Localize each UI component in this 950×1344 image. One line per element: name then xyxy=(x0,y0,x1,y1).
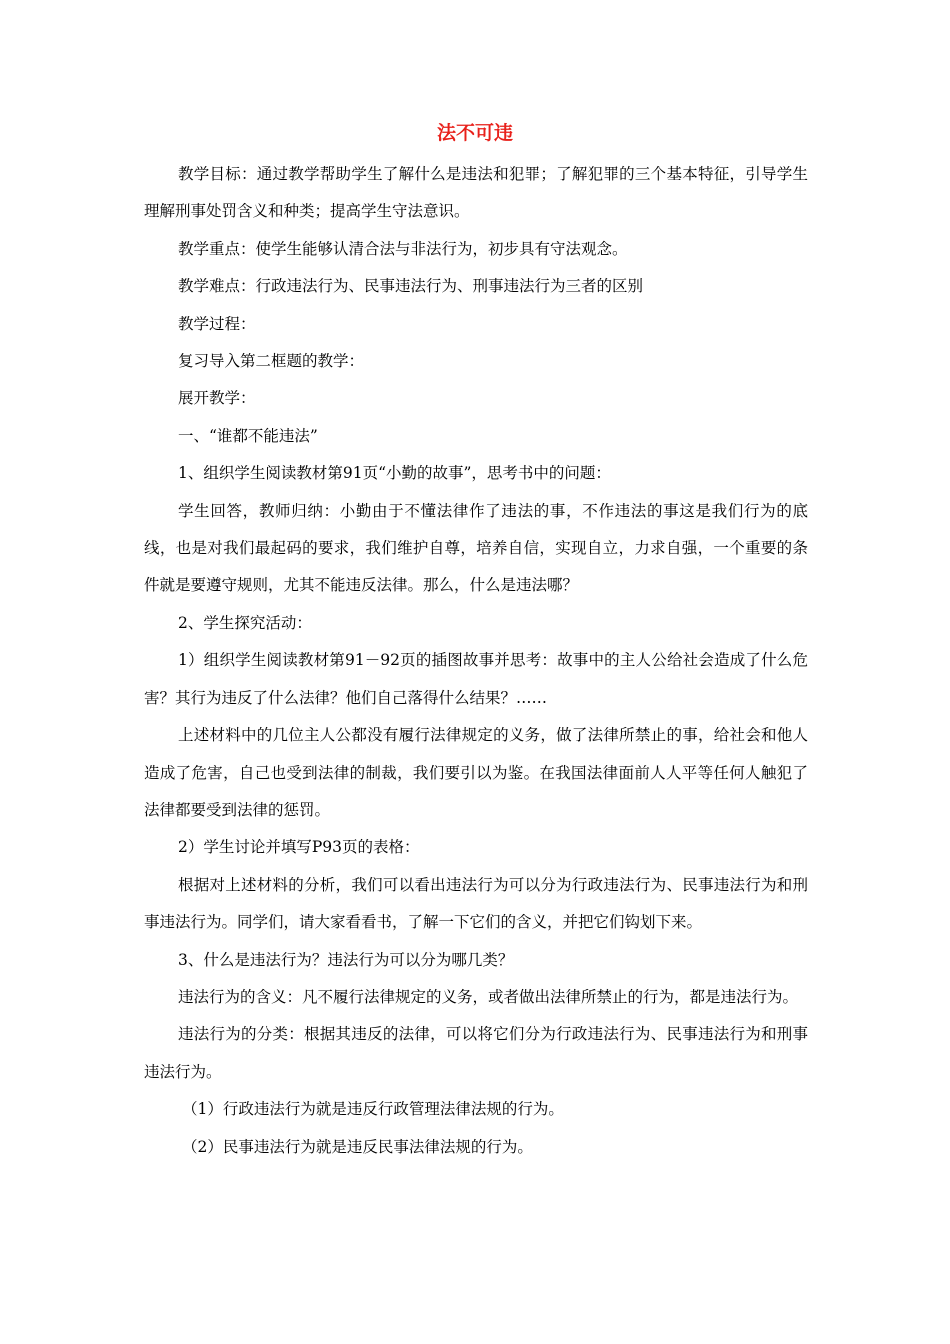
paragraph-civil: （2）民事违法行为就是违反民事法律法规的行为。 xyxy=(182,1137,533,1156)
paragraph-analysis: 根据对上述材料的分析，我们可以看出违法行为可以分为行政违法行为、民事违法行为和刑事违法行为。同学们，请大家看看书，了解一下它们的含义，并把它们钩划下来。 xyxy=(144,875,808,932)
document-title: 法不可违 xyxy=(436,122,513,144)
paragraph-item-3: 3、什么是违法行为？违法行为可以分为哪几类？ xyxy=(178,950,514,969)
paragraph-administrative: （1）行政违法行为就是违反行政管理法律法规的行为。 xyxy=(182,1100,564,1119)
paragraph-definition: 违法行为的含义：凡不履行法律规定的义务，或者做出法律所禁止的行为，都是违法行为。 xyxy=(178,987,799,1006)
paragraph-start-teaching: 展开教学： xyxy=(178,389,256,408)
paragraph-material-summary: 上述材料中的几位主人公都没有履行法律规定的义务，做了法律所禁止的事，给社会和他人造成了危害，自己也受到法律的制裁，我们要引以为鉴。在我国法律面前人人平等任何人触犯了法律都要受到法律的惩罚。 xyxy=(144,726,808,819)
paragraph-teaching-difficulty: 教学难点：行政违法行为、民事违法行为、刑事违法行为三者的区别 xyxy=(178,277,644,296)
paragraph-student-answer: 学生回答，教师归纳：小勤由于不懂法律作了违法的事，不作违法的事这是我们行为的底线，也是对我们最起码的要求，我们维护自尊，培养自信，实现自立，力求自强，一个重要的条件就是要遵守规则，尤其不能违反法律。那么，什么是违法哪？ xyxy=(144,501,808,595)
paragraph-teaching-process: 教学过程： xyxy=(178,314,256,333)
paragraph-activity-2: 2）学生讨论并填写P93页的表格： xyxy=(178,838,420,857)
paragraph-item-2: 2、学生探究活动： xyxy=(178,613,312,632)
document-body xyxy=(144,156,808,1166)
paragraph-review-intro: 复习导入第二框题的教学： xyxy=(178,352,365,371)
paragraph-item-1: 1、组织学生阅读教材第91页“小勤的故事”，思考书中的问题： xyxy=(178,464,611,483)
section-heading-one: 一、“谁都不能违法” xyxy=(178,426,318,445)
paragraph-activity-1: 1）组织学生阅读教材第91－92页的插图故事并思考：故事中的主人公给社会造成了什么危害？其行为违反了什么法律？他们自己落得什么结果？…… xyxy=(144,651,808,707)
paragraph-teaching-goal: 教学目标：通过教学帮助学生了解什么是违法和犯罪；了解犯罪的三个基本特征，引导学生理解刑事处罚含义和种类；提高学生守法意识。 xyxy=(144,165,808,221)
paragraph-teaching-focus: 教学重点：使学生能够认清合法与非法行为，初步具有守法观念。 xyxy=(178,239,628,258)
paragraph-classification: 违法行为的分类：根据其违反的法律，可以将它们分为行政违法行为、民事违法行为和刑事违法行为。 xyxy=(144,1025,808,1081)
